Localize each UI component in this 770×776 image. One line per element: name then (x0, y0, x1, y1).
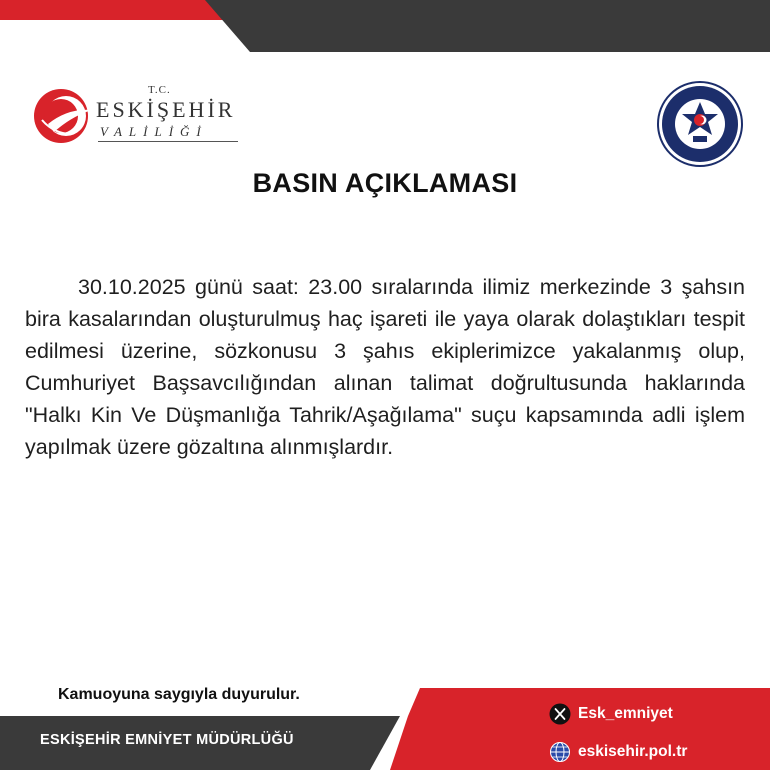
governorate-emblem-icon (28, 80, 98, 150)
social-handle-row[interactable] (548, 700, 758, 728)
logo-rule (98, 141, 238, 142)
issuer-prefix: T.C. (148, 84, 171, 96)
social-handle[interactable]: Esk_emniyet (578, 705, 673, 722)
police-seal (656, 80, 744, 168)
police-seal-icon (656, 80, 744, 168)
issuer-office: VALİLİĞİ (100, 124, 208, 139)
header-band (0, 0, 770, 55)
globe-icon (548, 740, 572, 764)
website-link[interactable]: eskisehir.pol.tr (578, 743, 688, 760)
body-paragraph: 30.10.2025 günü saat: 23.00 sıralarında ilimiz merkezinde 3 şahsın bira kasalarından oluşturulmuş haç işareti ile yaya olarak dolaştıkları tespit edilmesi üzerine, sözkonusu 3 şahıs ekiplerimizce yakalanmış olup, Cumhuriyet Başsavcılığından alınan talimat doğrultusunda haklarında "Halkı Kin Ve Düşmanlığa Tahrik/Aşağılama" suçu kapsamında adli işlem yapılmak üzere gözaltına alınmışlardır. (25, 275, 745, 459)
document-title: BASIN AÇIKLAMASI (252, 168, 518, 198)
closing-line: Kamuoyuna saygıyla duyurulur. (58, 686, 300, 703)
contact-block (548, 700, 758, 776)
issuer-city: ESKİŞEHİR (96, 97, 236, 122)
issuing-bureau: ESKİŞEHİR EMNİYET MÜDÜRLÜĞÜ (40, 732, 294, 748)
document-body (25, 271, 745, 463)
website-row[interactable] (548, 738, 758, 766)
governorate-logo (28, 80, 238, 152)
x-logo-icon (548, 702, 572, 726)
